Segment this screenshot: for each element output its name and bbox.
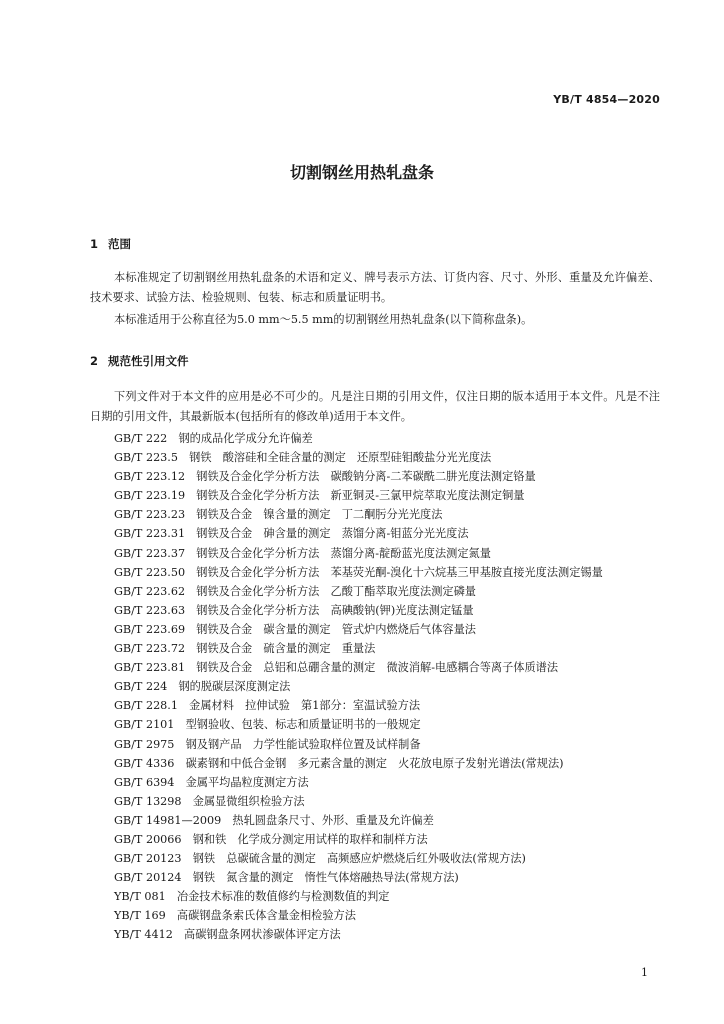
reference-item: GB/T 2975 钢及钢产品 力学性能试验取样位置及试样制备 (114, 737, 421, 751)
reference-item: GB/T 223.62 钢铁及合金化学分析方法 乙酸丁酯萃取光度法测定磷量 (114, 584, 476, 598)
reference-item: GB/T 223.72 钢铁及合金 硫含量的测定 重量法 (114, 642, 376, 656)
document-title: 切割钢丝用热轧盘条 (289, 163, 434, 182)
reference-item: GB/T 223.31 钢铁及合金 砷含量的测定 蒸馏分离-钼蓝分光光度法 (114, 527, 469, 541)
references-intro: 下列文件对于本文件的应用是必不可少的。凡是注日期的引用文件，仅注日期的版本适用于本文件。凡是不注日期的引用文件，其最新版本(包括所有的修改单)适用于本文件。 (90, 390, 660, 423)
reference-item: GB/T 223.69 钢铁及合金 碳含量的测定 管式炉内燃烧后气体容量法 (114, 622, 476, 636)
section-2-title: 规范性引用文件 (108, 354, 189, 368)
page-number: 1 (641, 966, 648, 979)
standard-code: YB/T 4854—2020 (553, 93, 660, 106)
reference-list (90, 429, 660, 945)
reference-item: GB/T 223.19 钢铁及合金化学分析方法 新亚铜灵-三氯甲烷萃取光度法测定铜量 (114, 489, 525, 503)
section-2-heading (90, 353, 189, 369)
reference-item: GB/T 223.5 钢铁 酸溶硅和全硅含量的测定 还原型硅钼酸盐分光光度法 (114, 451, 492, 465)
reference-item: GB/T 13298 金属显微组织检验方法 (114, 794, 305, 808)
reference-item: GB/T 223.37 钢铁及合金化学分析方法 蒸馏分离-靛酚蓝光度法测定氮量 (114, 546, 491, 560)
reference-item: GB/T 20123 钢铁 总碳硫含量的测定 高频感应炉燃烧后红外吸收法(常规方法) (114, 852, 526, 866)
reference-item: YB/T 081 冶金技术标准的数值修约与检测数值的判定 (114, 890, 390, 904)
reference-item: YB/T 4412 高碳钢盘条网状渗碳体评定方法 (114, 928, 341, 942)
reference-item: GB/T 223.63 钢铁及合金化学分析方法 高碘酸钠(钾)光度法测定锰量 (114, 603, 474, 617)
reference-item: GB/T 223.12 钢铁及合金化学分析方法 碳酸钠分离-二苯碳酰二肼光度法测定铬量 (114, 470, 536, 484)
scope-paragraph-2: 本标准适用于公称直径为5.0 mm～5.5 mm的切割钢丝用热轧盘条(以下简称盘条)。 (114, 313, 533, 326)
reference-item: GB/T 4336 碳素钢和中低合金钢 多元素含量的测定 火花放电原子发射光谱法(常规法) (114, 756, 564, 770)
reference-item: GB/T 222 钢的成品化学成分允许偏差 (114, 432, 313, 445)
reference-item: YB/T 169 高碳钢盘条索氏体含量金相检验方法 (114, 909, 356, 923)
reference-item: GB/T 20124 钢铁 氮含量的测定 惰性气体熔融热导法(常规方法) (114, 871, 459, 885)
reference-item: GB/T 224 钢的脱碳层深度测定法 (114, 680, 291, 694)
section-1-heading (90, 236, 131, 252)
reference-item: GB/T 223.50 钢铁及合金化学分析方法 苯基荧光酮-溴化十六烷基三甲基胺直接光度法测定锡量 (114, 565, 603, 579)
scope-paragraph-1: 本标准规定了切割钢丝用热轧盘条的术语和定义、牌号表示方法、订货内容、尺寸、外形、重量及允许偏差、技术要求、试验方法、检验规则、包装、标志和质量证明书。 (90, 271, 660, 304)
reference-item: GB/T 228.1 金属材料 拉伸试验 第1部分：室温试验方法 (114, 699, 421, 713)
section-1-number: 1 (90, 237, 99, 251)
reference-item: GB/T 223.23 钢铁及合金 镍含量的测定 丁二酮肟分光光度法 (114, 508, 443, 522)
reference-item: GB/T 14981—2009 热轧圆盘条尺寸、外形、重量及允许偏差 (114, 813, 434, 827)
reference-item: GB/T 2101 型钢验收、包装、标志和质量证明书的一般规定 (114, 718, 421, 732)
reference-item: GB/T 6394 金属平均晶粒度测定方法 (114, 775, 309, 789)
section-2-number: 2 (90, 354, 99, 368)
reference-item: GB/T 223.81 钢铁及合金 总铝和总硼含量的测定 微波消解-电感耦合等离子体质谱法 (114, 661, 559, 675)
reference-item: GB/T 20066 钢和铁 化学成分测定用试样的取样和制样方法 (114, 832, 428, 846)
section-1-title: 范围 (108, 237, 131, 251)
